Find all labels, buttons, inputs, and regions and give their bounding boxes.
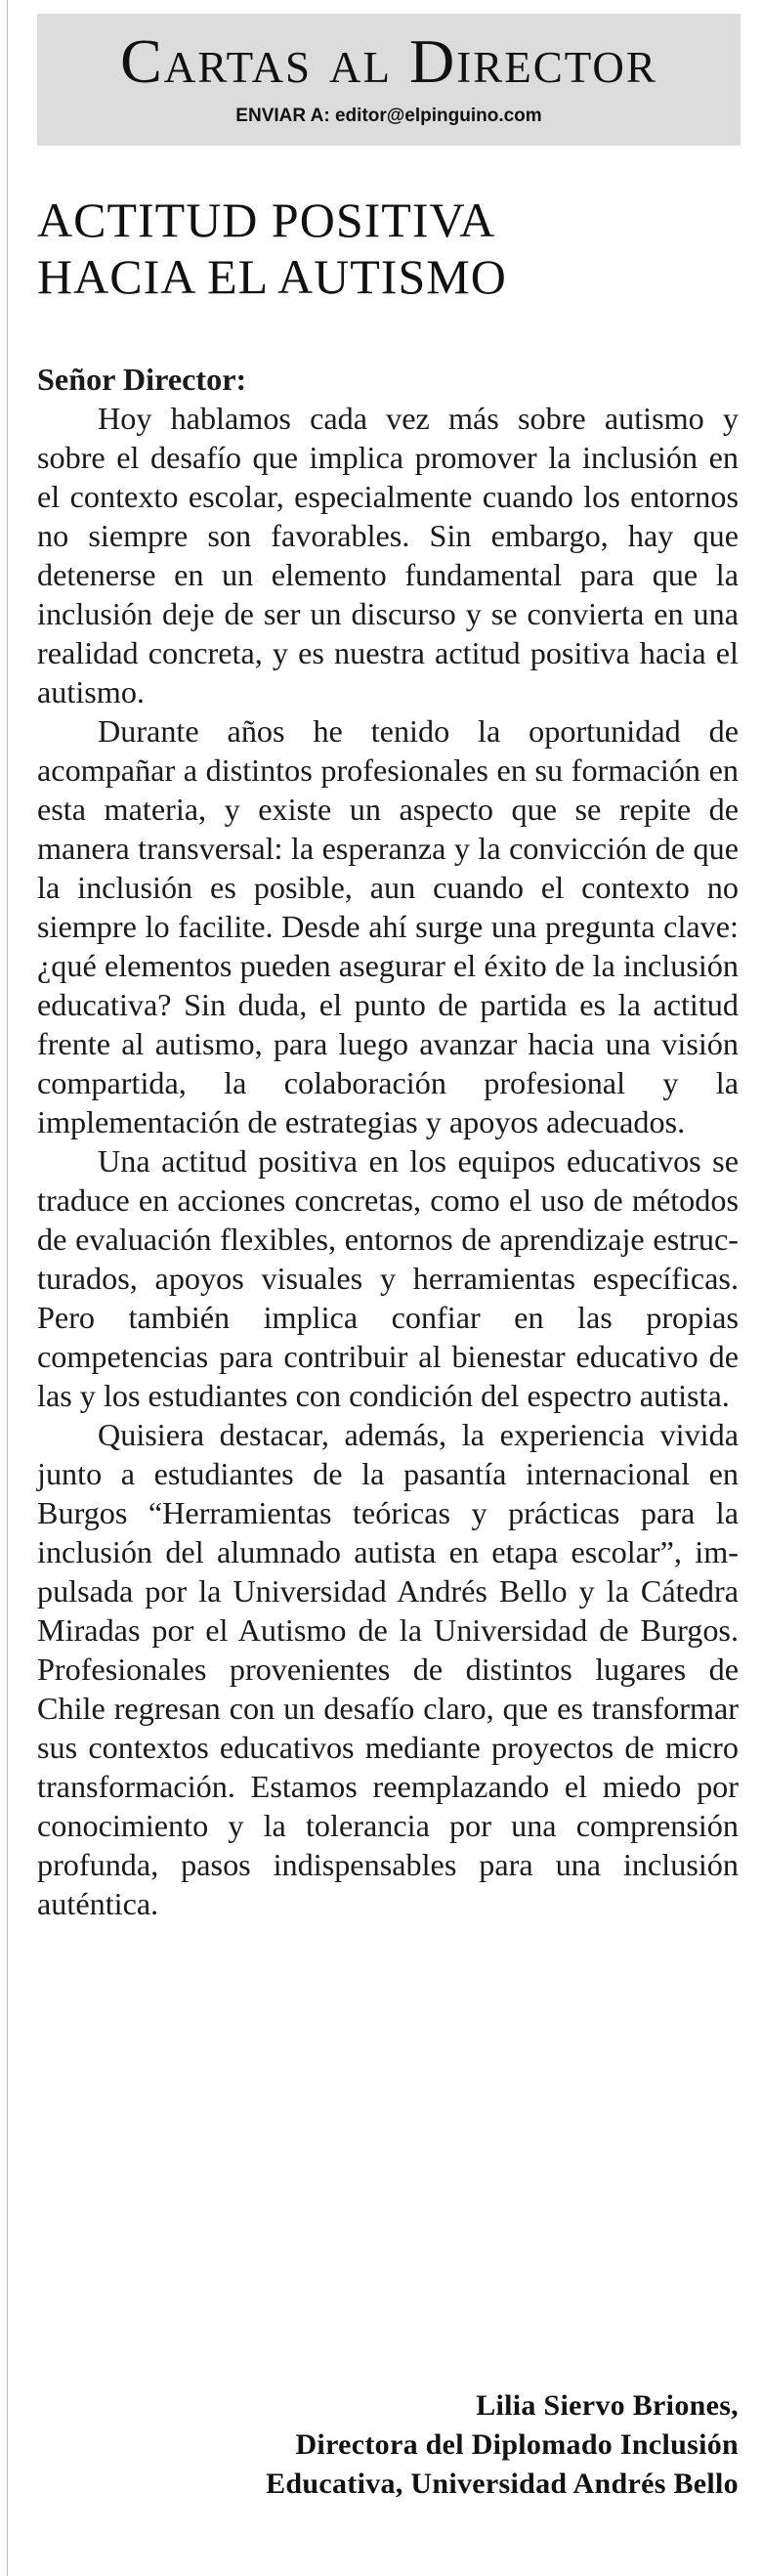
signature-name: Lilia Siervo Briones, <box>476 2389 739 2422</box>
letter-greeting: Señor Director: <box>37 362 247 397</box>
signature-role-line-2: Educativa, Universidad Andrés Bello <box>266 2468 739 2500</box>
letter-paragraph-4: Quisiera destacar, además, la experiencia vivida junto a estudiantes de la pasantía internacional en Burgos “Herramientas teóricas y prácticas para la inclusión del alumnado autista en etapa escolar”, impulsada por la Universidad Andrés Bello y la Cátedra Miradas por el Autismo de la Universidad de Burgos. Profesionales provenientes de distintos lugares de Chile regresan con un desafío claro, que es transformar sus contextos educativos mediante proyectos de micro transformación. Estamos reemplazando el miedo por conocimiento y la tolerancia por una comprensión profunda, pasos indispensables para una inclusión auténtica. <box>37 1417 739 1921</box>
headline-line-2: HACIA EL AUTISMO <box>37 249 507 304</box>
section-title: Cartas al Director <box>120 26 657 96</box>
letter-paragraph-2: Durante años he tenido la oportunidad de acompañar a distintos profesionales en su formación en esta materia, y existe un aspecto que se repite de manera transversal: la esperanza y la convicción de que la inclusión es posible, aun cuando el contexto no siempre lo facilite. Desde ahí surge una pregunta clave: ¿qué elementos pueden asegurar el éxito de la inclusión educativa? Sin duda, el punto de partida es la actitud frente al autismo, para luego avanzar hacia una visión compartida, la colaboración profesional y la implementación de estrategias y apoyos adecuados. <box>37 713 739 1139</box>
letter-signature <box>37 2386 739 2504</box>
letter-paragraph-3: Una actitud positiva en los equipos educativos se traduce en acciones concretas, como el uso de métodos de evaluación flexibles, entornos de aprendizaje estructurados, apoyos visuales y herramientas específicas. Pero también implica confiar en las propias competencias para contribuir al bienestar educativo de las y los estudiantes con condición del espectro autista. <box>37 1143 739 1413</box>
send-to-email: ENVIAR A: editor@elpinguino.com <box>235 106 542 126</box>
letter-paragraph-1: Hoy hablamos cada vez más sobre autismo y sobre el desafío que implica promover la inclusión en el contexto escolar, especialmente cuando los entornos no siempre son favorables. Sin embargo, hay que detenerse en un elemento fundamental para que la inclusión deje de ser un discurso y se convierta en una realidad concreta, y es nuestra actitud positiva hacia el autismo. <box>37 401 739 709</box>
headline-line-1: ACTITUD POSITIVA <box>37 193 496 247</box>
signature-role-line-1: Directora del Diplomado Inclusión <box>295 2428 739 2461</box>
letter-body <box>37 360 739 1923</box>
section-header <box>37 14 741 146</box>
page-left-rule <box>7 0 8 2576</box>
letter-headline <box>37 192 741 305</box>
